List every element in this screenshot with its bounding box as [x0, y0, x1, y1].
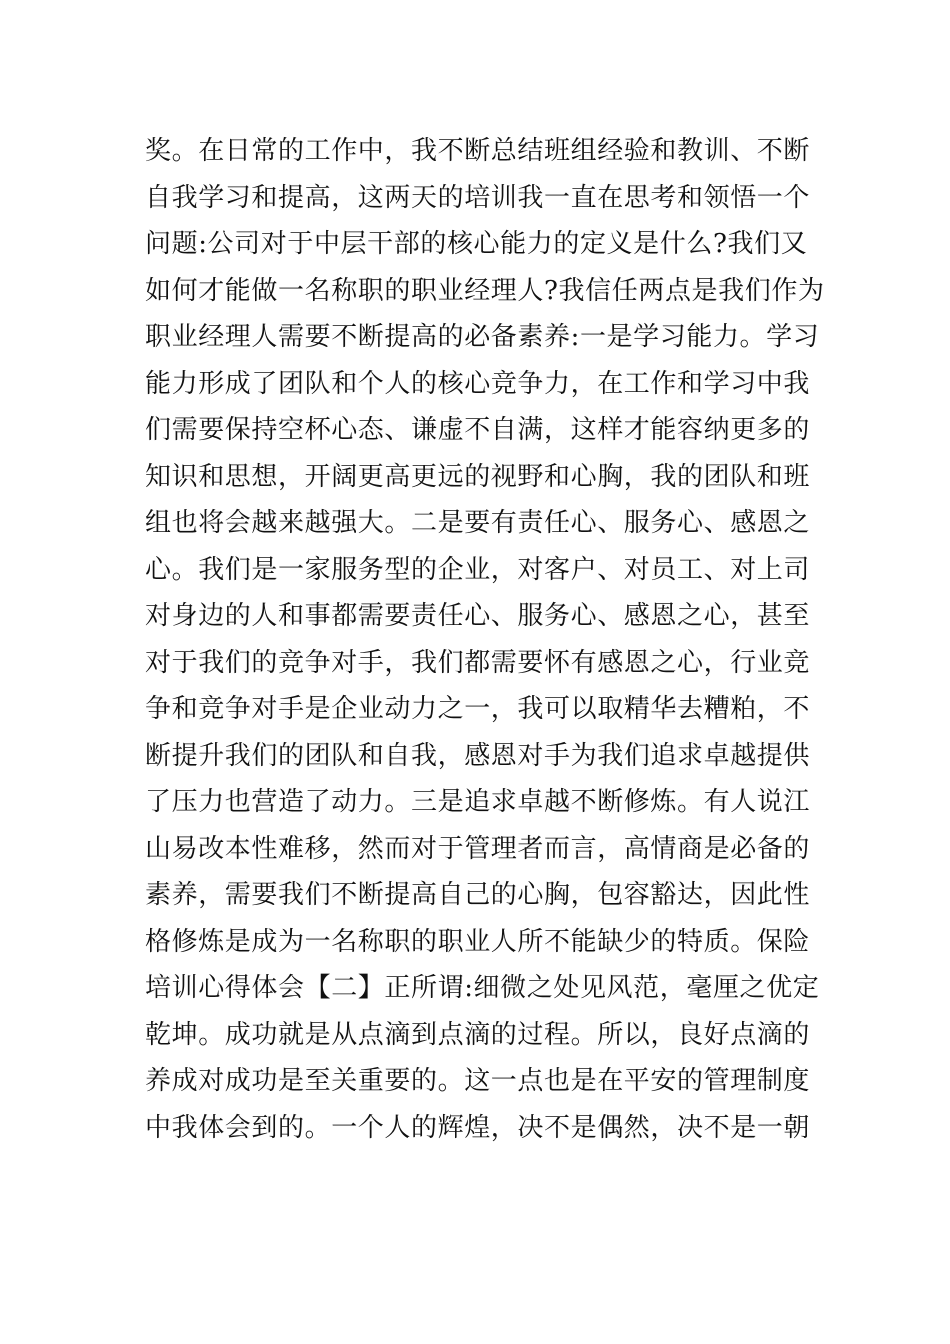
text-line: 问题:公司对于中层干部的核心能力的定义是什么?我们又	[145, 229, 808, 259]
text-line: 自我学习和提高，这两天的培训我一直在思考和领悟一个	[145, 182, 811, 213]
text-line: 组也将会越来越强大。二是要有责任心、服务心、感恩之	[145, 508, 811, 538]
text-line: 争和竞争对手是企业动力之一，我可以取精华去糟粕，不	[145, 694, 811, 724]
text-line: 职业经理人需要不断提高的必备素养:一是学习能力。学习	[145, 322, 820, 352]
text-line: 素养，需要我们不断提高自己的心胸，包容豁达，因此性	[145, 880, 811, 910]
text-line: 乾坤。成功就是从点滴到点滴的过程。所以，良好点滴的	[145, 1019, 811, 1050]
text-line: 如何才能做一名称职的职业经理人?我信任两点是我们作为	[145, 275, 825, 306]
text-line: 格修炼是成为一名称职的职业人所不能缺少的特质。保险	[145, 926, 811, 957]
text-line: 能力形成了团队和个人的核心竞争力，在工作和学习中我	[145, 368, 811, 399]
text-line: 知识和思想，开阔更高更远的视野和心胸，我的团队和班	[145, 461, 811, 492]
text-line: 们需要保持空杯心态、谦虚不自满，这样才能容纳更多的	[145, 415, 811, 445]
text-line: 培训心得体会【二】正所谓:细微之处见风范，毫厘之优定	[145, 973, 820, 1003]
text-line: 养成对成功是至关重要的。这一点也是在平安的管理制度	[145, 1066, 811, 1096]
text-line: 对于我们的竞争对手，我们都需要怀有感恩之心，行业竞	[145, 647, 811, 678]
text-line: 山易改本性难移，然而对于管理者而言，高情商是必备的	[145, 833, 811, 864]
text-line: 中我体会到的。一个人的辉煌，决不是偶然，决不是一朝	[145, 1112, 811, 1143]
text-line: 心。我们是一家服务型的企业，对客户、对员工、对上司	[145, 554, 811, 585]
text-line: 奖。在日常的工作中，我不断总结班组经验和教训、不断	[145, 136, 811, 166]
body-text	[145, 128, 825, 1151]
text-line: 了压力也营造了动力。三是追求卓越不断修炼。有人说江	[145, 787, 811, 817]
text-line: 断提升我们的团队和自我，感恩对手为我们追求卓越提供	[145, 740, 811, 771]
text-line: 对身边的人和事都需要责任心、服务心、感恩之心，甚至	[145, 601, 811, 631]
